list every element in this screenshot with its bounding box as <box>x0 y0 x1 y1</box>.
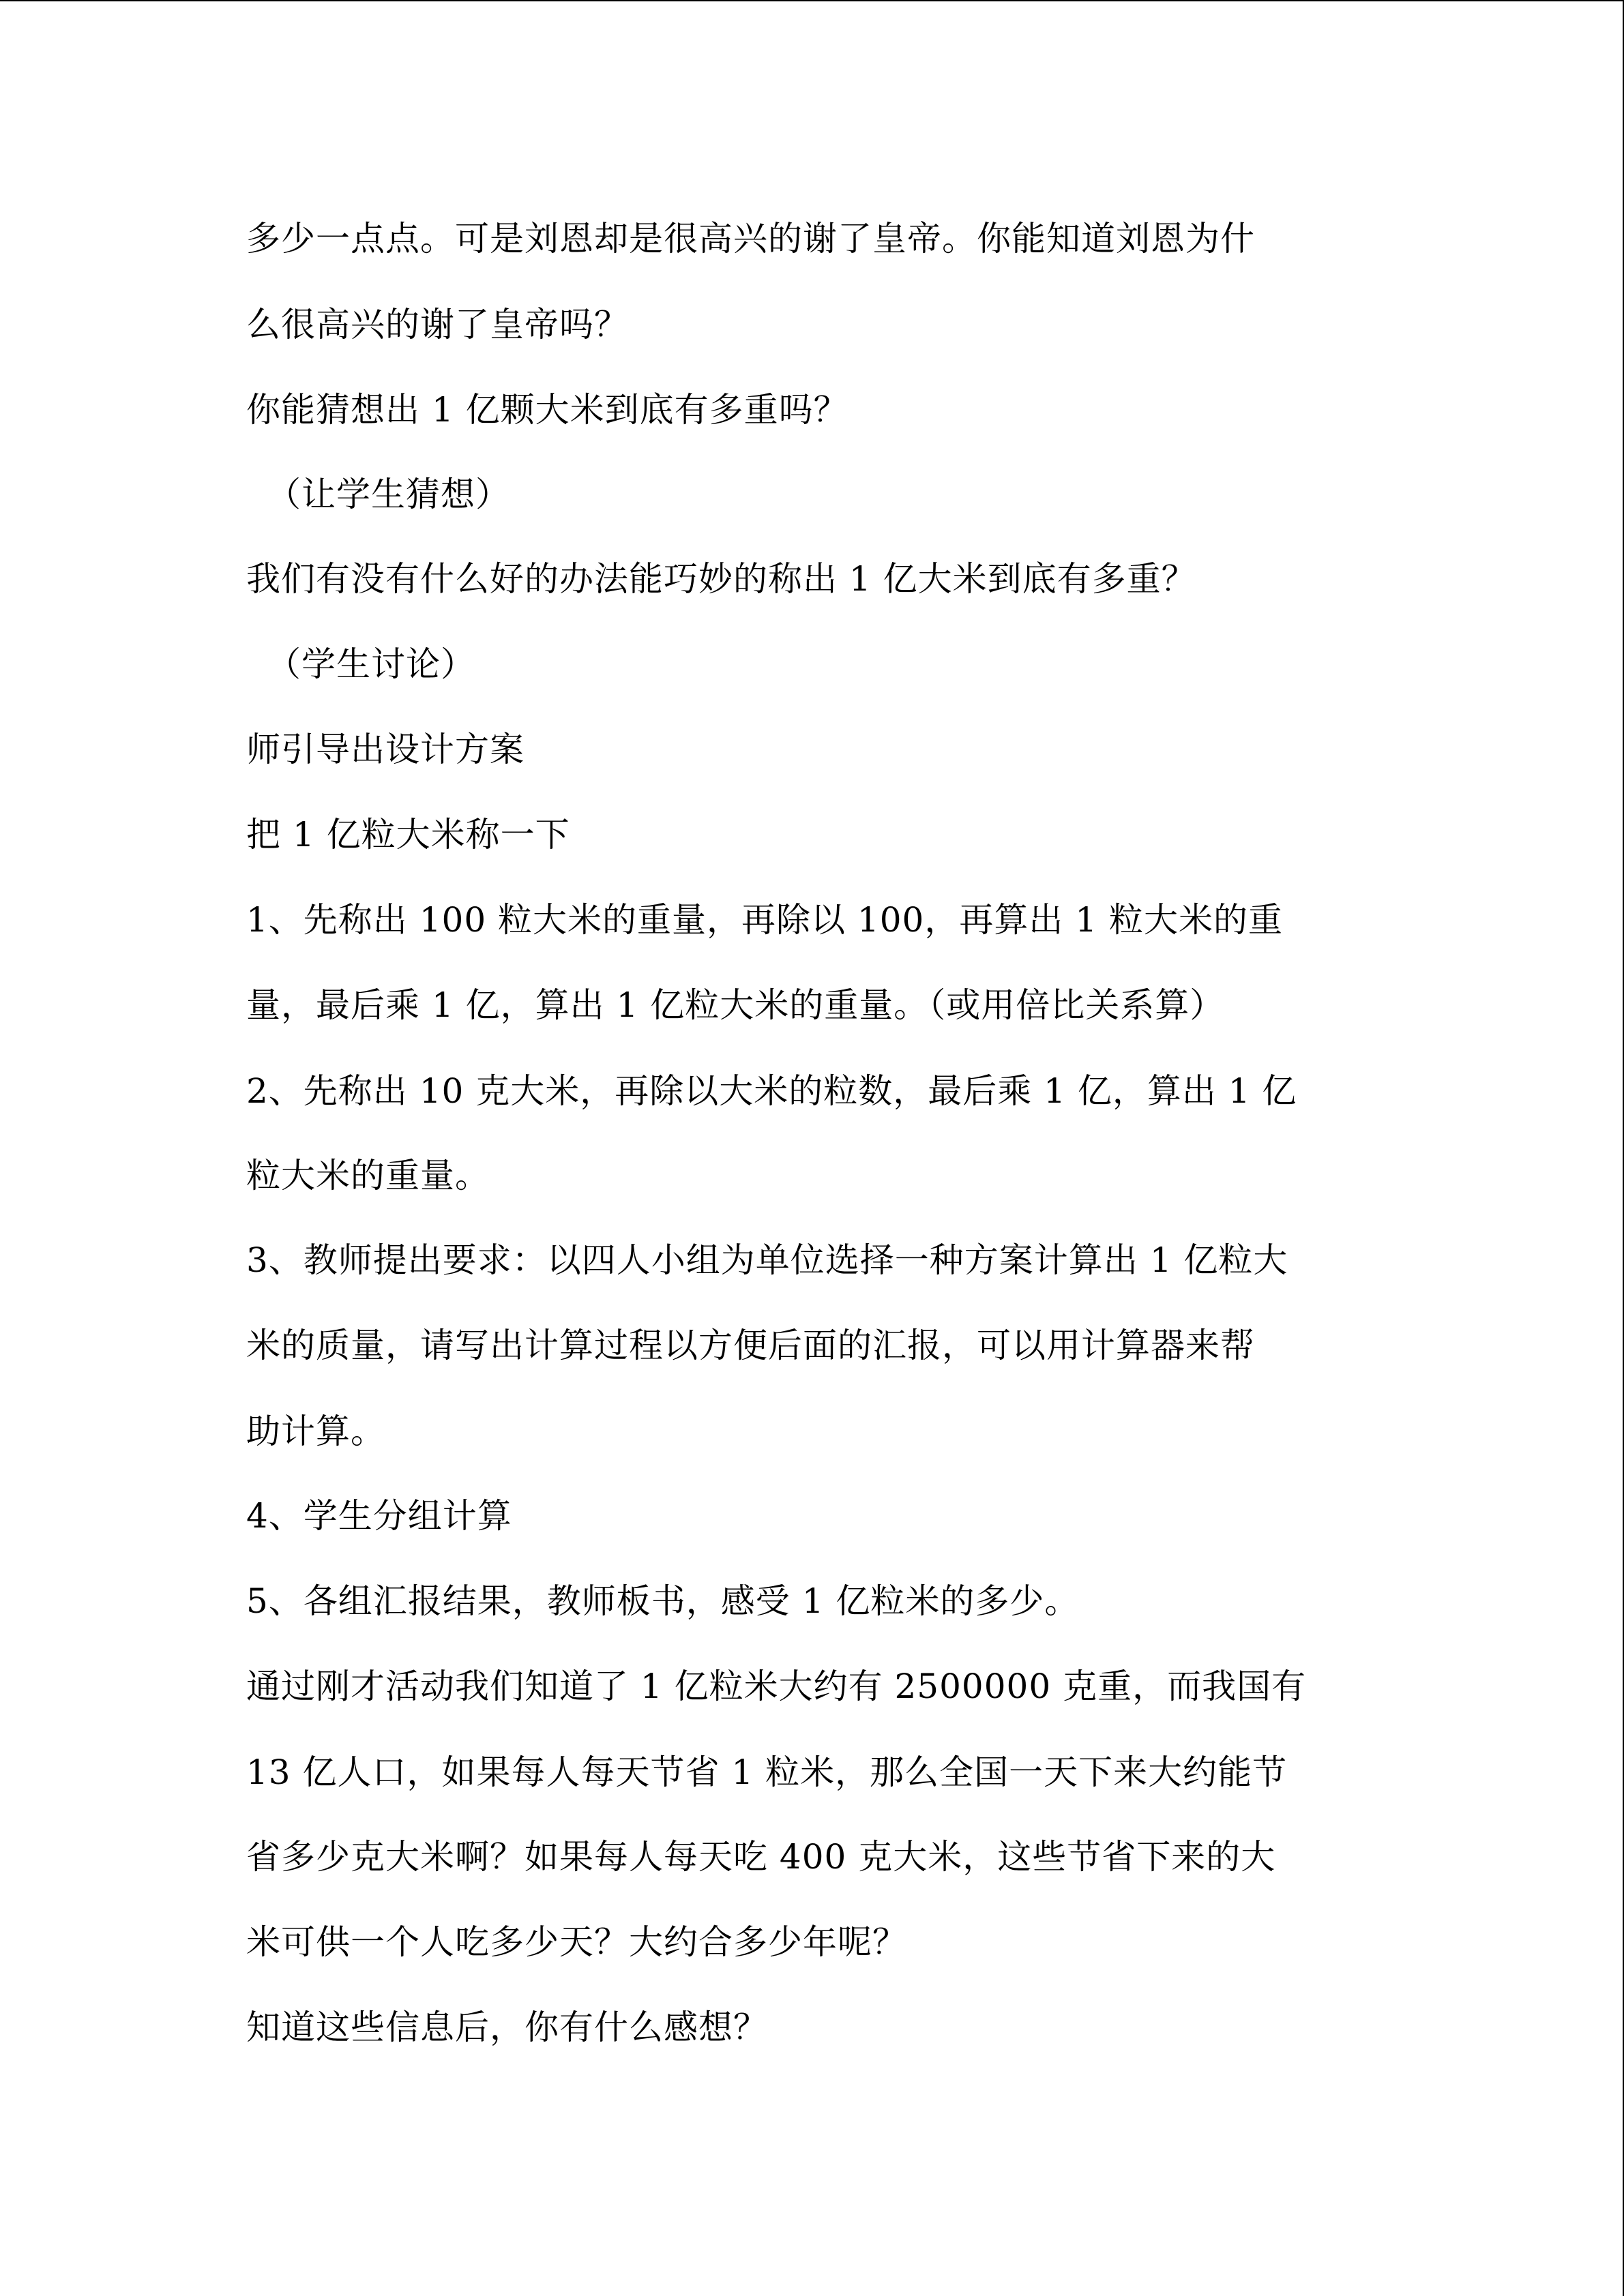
text-line-8: 把 1 亿粒大米称一下 <box>246 815 570 854</box>
text-line-22: 知道这些信息后，你有什么感想？ <box>246 2008 768 2047</box>
text-line-17: 5、各组汇报结果，教师板书，感受 1 亿粒米的多少。 <box>246 1581 1080 1621</box>
text-line-15: 助计算。 <box>246 1412 385 1451</box>
text-line-14: 米的质量，请写出计算过程以方便后面的汇报，可以用计算器来帮 <box>246 1326 1255 1365</box>
text-line-6: （学生讨论） <box>267 644 475 684</box>
text-line-2: 么很高兴的谢了皇帝吗？ <box>246 305 629 344</box>
text-line-9: 1、先称出 100 粒大米的重量，再除以 100，再算出 1 粒大米的重 <box>246 900 1283 940</box>
text-line-3: 你能猜想出 1 亿颗大米到底有多重吗？ <box>246 390 848 430</box>
text-line-20: 省多少克大米啊？如果每人每天吃 400 克大米，这些节省下来的大 <box>246 1837 1276 1877</box>
text-line-1: 多少一点点。可是刘恩却是很高兴的谢了皇帝。你能知道刘恩为什 <box>246 219 1255 258</box>
text-line-4: （让学生猜想） <box>267 475 510 514</box>
text-line-16: 4、学生分组计算 <box>246 1496 512 1536</box>
text-line-19: 13 亿人口，如果每人每天节省 1 粒米，那么全国一天下来大约能节 <box>246 1753 1288 1792</box>
text-line-21: 米可供一个人吃多少天？大约合多少年呢？ <box>246 1922 907 1962</box>
text-line-13: 3、教师提出要求：以四人小组为单位选择一种方案计算出 1 亿粒大 <box>246 1240 1288 1280</box>
text-line-10: 量，最后乘 1 亿，算出 1 亿粒大米的重量。（或用倍比关系算） <box>246 985 1225 1025</box>
text-line-5: 我们有没有什么好的办法能巧妙的称出 1 亿大米到底有多重？ <box>246 559 1196 599</box>
text-line-18: 通过刚才活动我们知道了 1 亿粒米大约有 2500000 克重，而我国有 <box>246 1667 1307 1706</box>
text-line-12: 粒大米的重量。 <box>246 1156 490 1195</box>
text-line-7: 师引导出设计方案 <box>246 730 525 769</box>
text-line-11: 2、先称出 10 克大米，再除以大米的粒数，最后乘 1 亿，算出 1 亿 <box>246 1071 1297 1111</box>
